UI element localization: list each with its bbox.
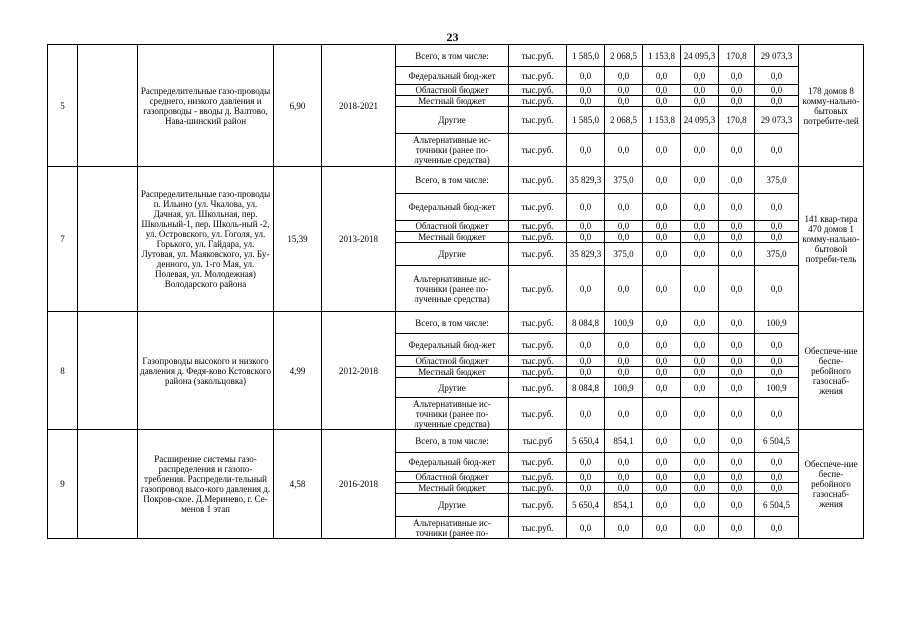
funding-source: Альтернативные ис-точники (ранее по-лученные средства): [396, 398, 509, 430]
amount-cell: 0,0: [719, 517, 755, 539]
unit: тыс.руб.: [509, 378, 567, 398]
unit: тыс.руб.: [509, 367, 567, 378]
amount-cell: 0,0: [755, 367, 799, 378]
amount-cell: 35 829,3: [567, 243, 605, 266]
amount-cell: 0,0: [643, 334, 681, 356]
amount-cell: 0,0: [681, 266, 719, 312]
amount-cell: 0,0: [643, 398, 681, 430]
unit: тыс.руб.: [509, 472, 567, 483]
implementation-period: 2018-2021: [322, 45, 396, 167]
amount-cell: 170,8: [719, 45, 755, 67]
table-row: [48, 45, 864, 67]
amount-cell: 0,0: [681, 312, 719, 334]
amount-cell: 0,0: [719, 85, 755, 96]
amount-cell: 5 650,4: [567, 430, 605, 453]
amount-cell: 0,0: [681, 167, 719, 194]
table-row: [48, 430, 864, 453]
amount-cell: 2 068,5: [605, 107, 643, 134]
row-index: 8: [48, 312, 78, 430]
amount-cell: 0,0: [755, 232, 799, 243]
amount-cell: 0,0: [719, 494, 755, 517]
amount-cell: 0,0: [643, 378, 681, 398]
amount-cell: 0,0: [605, 356, 643, 367]
amount-cell: 0,0: [567, 517, 605, 539]
amount-cell: 0,0: [567, 96, 605, 107]
amount-cell: 0,0: [755, 517, 799, 539]
amount-cell: 0,0: [755, 194, 799, 221]
amount-cell: 0,0: [643, 134, 681, 167]
amount-cell: 0,0: [719, 194, 755, 221]
result-note: Обеспече-ние беспе-ребойного газоснаб-жения: [799, 312, 864, 430]
table-body: [48, 45, 864, 539]
amount-cell: 0,0: [719, 367, 755, 378]
empty-cell: [78, 430, 138, 539]
amount-cell: 0,0: [755, 85, 799, 96]
amount-cell: 100,9: [605, 312, 643, 334]
amount-cell: 6 504,5: [755, 494, 799, 517]
amount-cell: 0,0: [643, 367, 681, 378]
amount-cell: 0,0: [681, 453, 719, 472]
amount-cell: 0,0: [755, 96, 799, 107]
amount-cell: 0,0: [755, 453, 799, 472]
object-description: Распределительные газо-проводы п. Ильино (ул. Чкалова, ул. Дачная, ул. Школьная, пер. Школьный-1, пер. Школь-ный -2, ул. Островского, ул. Гоголя, ул. Горького, ул. Гайдара, ул. Лутовая, ул. Маяковского, ул. Бу-денного, ул. 1-го Мая, ул. Полевая, ул. Молодежная) Володарского района: [138, 167, 274, 312]
amount-cell: 0,0: [719, 430, 755, 453]
unit: тыс.руб.: [509, 67, 567, 85]
amount-cell: 0,0: [605, 266, 643, 312]
amount-cell: 0,0: [567, 453, 605, 472]
amount-cell: 0,0: [755, 356, 799, 367]
amount-cell: 0,0: [643, 167, 681, 194]
funding-source: Областной бюджет: [396, 356, 509, 367]
unit: тыс.руб.: [509, 134, 567, 167]
amount-cell: 0,0: [643, 232, 681, 243]
page-number: 23: [446, 30, 459, 44]
funding-source: Федеральный бюд-жет: [396, 194, 509, 221]
amount-cell: 0,0: [719, 472, 755, 483]
amount-cell: 100,9: [755, 312, 799, 334]
row-index: 5: [48, 45, 78, 167]
funding-source: Другие: [396, 494, 509, 517]
amount-cell: 0,0: [567, 232, 605, 243]
amount-cell: 0,0: [643, 472, 681, 483]
amount-cell: 0,0: [719, 483, 755, 494]
amount-cell: 0,0: [719, 134, 755, 167]
result-note: Обеспече-ние беспе-ребойного газоснаб-жения: [799, 430, 864, 539]
amount-cell: 0,0: [605, 67, 643, 85]
unit: тыс.руб.: [509, 232, 567, 243]
amount-cell: 0,0: [643, 85, 681, 96]
unit: тыс.руб.: [509, 334, 567, 356]
implementation-period: 2012-2018: [322, 312, 396, 430]
amount-cell: 0,0: [643, 266, 681, 312]
amount-cell: 0,0: [719, 67, 755, 85]
amount-cell: 0,0: [567, 194, 605, 221]
amount-cell: 0,0: [719, 356, 755, 367]
amount-cell: 0,0: [567, 134, 605, 167]
amount-cell: 0,0: [605, 472, 643, 483]
amount-cell: 0,0: [681, 194, 719, 221]
amount-cell: 0,0: [719, 243, 755, 266]
amount-cell: 0,0: [755, 398, 799, 430]
object-description: Расширение системы газо-распределения и газопо-требления. Распредели-тельный газопровод высо-кого давления д. Покров-ское. Д.Меринево, г. Се-менов 1 этап: [138, 430, 274, 539]
table-row: [48, 167, 864, 194]
amount-cell: 0,0: [605, 134, 643, 167]
amount-cell: 2 068,5: [605, 45, 643, 67]
funding-source: Всего, в том числе:: [396, 45, 509, 67]
funding-source: Федеральный бюд-жет: [396, 453, 509, 472]
amount-cell: 100,9: [755, 378, 799, 398]
amount-cell: 0,0: [605, 96, 643, 107]
amount-cell: 0,0: [605, 85, 643, 96]
amount-cell: 0,0: [643, 494, 681, 517]
amount-cell: 170,8: [719, 107, 755, 134]
amount-cell: 0,0: [605, 483, 643, 494]
amount-cell: 0,0: [643, 356, 681, 367]
amount-cell: 0,0: [719, 266, 755, 312]
amount-cell: 0,0: [605, 194, 643, 221]
amount-cell: 0,0: [605, 221, 643, 232]
pipeline-length: 4,99: [274, 312, 322, 430]
amount-cell: 0,0: [681, 472, 719, 483]
pipeline-length: 4,58: [274, 430, 322, 539]
amount-cell: 0,0: [719, 232, 755, 243]
amount-cell: 0,0: [719, 96, 755, 107]
amount-cell: 0,0: [567, 483, 605, 494]
funding-table: [47, 44, 864, 539]
object-description: Газопроводы высокого и низкого давления д. Федя-ково Кстовского района (закольцовка): [138, 312, 274, 430]
amount-cell: 0,0: [681, 134, 719, 167]
amount-cell: 0,0: [643, 517, 681, 539]
funding-source: Местный бюджет: [396, 483, 509, 494]
amount-cell: 0,0: [643, 312, 681, 334]
result-note: 141 квар-тира 470 домов 1 комму-нально-бытовой потреби-тель: [799, 167, 864, 312]
unit: тыс.руб: [509, 430, 567, 453]
funding-source: Другие: [396, 378, 509, 398]
unit: тыс.руб.: [509, 494, 567, 517]
amount-cell: 0,0: [643, 96, 681, 107]
implementation-period: 2016-2018: [322, 430, 396, 539]
amount-cell: 0,0: [681, 378, 719, 398]
amount-cell: 5 650,4: [567, 494, 605, 517]
amount-cell: 0,0: [681, 96, 719, 107]
unit: тыс.руб.: [509, 243, 567, 266]
unit: тыс.руб.: [509, 517, 567, 539]
funding-source: Местный бюджет: [396, 367, 509, 378]
amount-cell: 854,1: [605, 430, 643, 453]
amount-cell: 0,0: [681, 483, 719, 494]
unit: тыс.руб.: [509, 483, 567, 494]
amount-cell: 0,0: [681, 494, 719, 517]
amount-cell: 375,0: [755, 243, 799, 266]
unit: тыс.руб.: [509, 85, 567, 96]
amount-cell: 0,0: [681, 67, 719, 85]
funding-source: Альтернативные ис-точники (ранее по-лученные средства): [396, 134, 509, 167]
unit: тыс.руб.: [509, 45, 567, 67]
amount-cell: 0,0: [681, 232, 719, 243]
amount-cell: 0,0: [567, 398, 605, 430]
row-index: 9: [48, 430, 78, 539]
amount-cell: 29 073,3: [755, 107, 799, 134]
amount-cell: 0,0: [605, 453, 643, 472]
pipeline-length: 15,39: [274, 167, 322, 312]
amount-cell: 375,0: [755, 167, 799, 194]
empty-cell: [78, 312, 138, 430]
pipeline-length: 6,90: [274, 45, 322, 167]
amount-cell: 24 095,3: [681, 45, 719, 67]
funding-source: Областной бюджет: [396, 221, 509, 232]
amount-cell: 0,0: [755, 472, 799, 483]
amount-cell: 1 153,8: [643, 107, 681, 134]
object-description: Распределительные газо-проводы среднего, низкого давления и газопроводы - вводы д. Валтово, Нава-шинский район: [138, 45, 274, 167]
amount-cell: 0,0: [681, 517, 719, 539]
funding-source: Всего, в том числе:: [396, 167, 509, 194]
funding-source: Местный бюджет: [396, 96, 509, 107]
amount-cell: 0,0: [681, 356, 719, 367]
unit: тыс.руб.: [509, 221, 567, 232]
amount-cell: 0,0: [755, 483, 799, 494]
amount-cell: 0,0: [719, 221, 755, 232]
amount-cell: 0,0: [719, 167, 755, 194]
funding-source: Федеральный бюд-жет: [396, 67, 509, 85]
unit: тыс.руб.: [509, 398, 567, 430]
amount-cell: 0,0: [605, 517, 643, 539]
amount-cell: 0,0: [681, 221, 719, 232]
amount-cell: 0,0: [681, 85, 719, 96]
amount-cell: 0,0: [567, 221, 605, 232]
amount-cell: 0,0: [681, 367, 719, 378]
unit: тыс.руб.: [509, 194, 567, 221]
funding-source: Федеральный бюд-жет: [396, 334, 509, 356]
amount-cell: 375,0: [605, 167, 643, 194]
funding-source: Альтернативные ис-точники (ранее по-: [396, 517, 509, 539]
amount-cell: 1 585,0: [567, 107, 605, 134]
amount-cell: 0,0: [681, 398, 719, 430]
empty-cell: [78, 167, 138, 312]
unit: тыс.руб.: [509, 266, 567, 312]
funding-source: Альтернативные ис-точники (ранее по-лученные средства): [396, 266, 509, 312]
amount-cell: 0,0: [567, 356, 605, 367]
unit: тыс.руб.: [509, 356, 567, 367]
funding-source: Всего, в том числе:: [396, 430, 509, 453]
amount-cell: 0,0: [643, 243, 681, 266]
amount-cell: 0,0: [643, 221, 681, 232]
amount-cell: 100,9: [605, 378, 643, 398]
amount-cell: 0,0: [567, 67, 605, 85]
amount-cell: 0,0: [567, 334, 605, 356]
amount-cell: 0,0: [605, 398, 643, 430]
funding-source: Другие: [396, 107, 509, 134]
amount-cell: 0,0: [755, 334, 799, 356]
amount-cell: 0,0: [681, 243, 719, 266]
amount-cell: 8 084,8: [567, 378, 605, 398]
amount-cell: 0,0: [567, 85, 605, 96]
unit: тыс.руб.: [509, 312, 567, 334]
amount-cell: 0,0: [643, 483, 681, 494]
amount-cell: 0,0: [681, 334, 719, 356]
amount-cell: 35 829,3: [567, 167, 605, 194]
amount-cell: 0,0: [719, 453, 755, 472]
funding-source: Областной бюджет: [396, 472, 509, 483]
amount-cell: 1 153,8: [643, 45, 681, 67]
implementation-period: 2013-2018: [322, 167, 396, 312]
amount-cell: 0,0: [643, 67, 681, 85]
amount-cell: 1 585,0: [567, 45, 605, 67]
table-row: [48, 312, 864, 334]
empty-cell: [78, 45, 138, 167]
funding-source: Другие: [396, 243, 509, 266]
amount-cell: 0,0: [681, 430, 719, 453]
amount-cell: 0,0: [567, 472, 605, 483]
amount-cell: 854,1: [605, 494, 643, 517]
result-note: 178 домов 8 комму-нально-бытовых потребите-лей: [799, 45, 864, 167]
amount-cell: 375,0: [605, 243, 643, 266]
amount-cell: 0,0: [719, 334, 755, 356]
amount-cell: 0,0: [755, 266, 799, 312]
amount-cell: 0,0: [605, 334, 643, 356]
amount-cell: 0,0: [755, 134, 799, 167]
amount-cell: 24 095,3: [681, 107, 719, 134]
funding-source: Всего, в том числе:: [396, 312, 509, 334]
amount-cell: 8 084,8: [567, 312, 605, 334]
amount-cell: 0,0: [719, 398, 755, 430]
row-index: 7: [48, 167, 78, 312]
amount-cell: 0,0: [567, 266, 605, 312]
funding-source: Местный бюджет: [396, 232, 509, 243]
amount-cell: 0,0: [605, 232, 643, 243]
amount-cell: 0,0: [719, 312, 755, 334]
amount-cell: 29 073,3: [755, 45, 799, 67]
unit: тыс.руб.: [509, 96, 567, 107]
amount-cell: 0,0: [643, 430, 681, 453]
amount-cell: 0,0: [643, 194, 681, 221]
amount-cell: 0,0: [755, 221, 799, 232]
unit: тыс.руб.: [509, 453, 567, 472]
amount-cell: 0,0: [605, 367, 643, 378]
amount-cell: 6 504,5: [755, 430, 799, 453]
amount-cell: 0,0: [719, 378, 755, 398]
amount-cell: 0,0: [643, 453, 681, 472]
amount-cell: 0,0: [755, 67, 799, 85]
unit: тыс.руб.: [509, 167, 567, 194]
funding-source: Областной бюджет: [396, 85, 509, 96]
amount-cell: 0,0: [567, 367, 605, 378]
unit: тыс.руб.: [509, 107, 567, 134]
